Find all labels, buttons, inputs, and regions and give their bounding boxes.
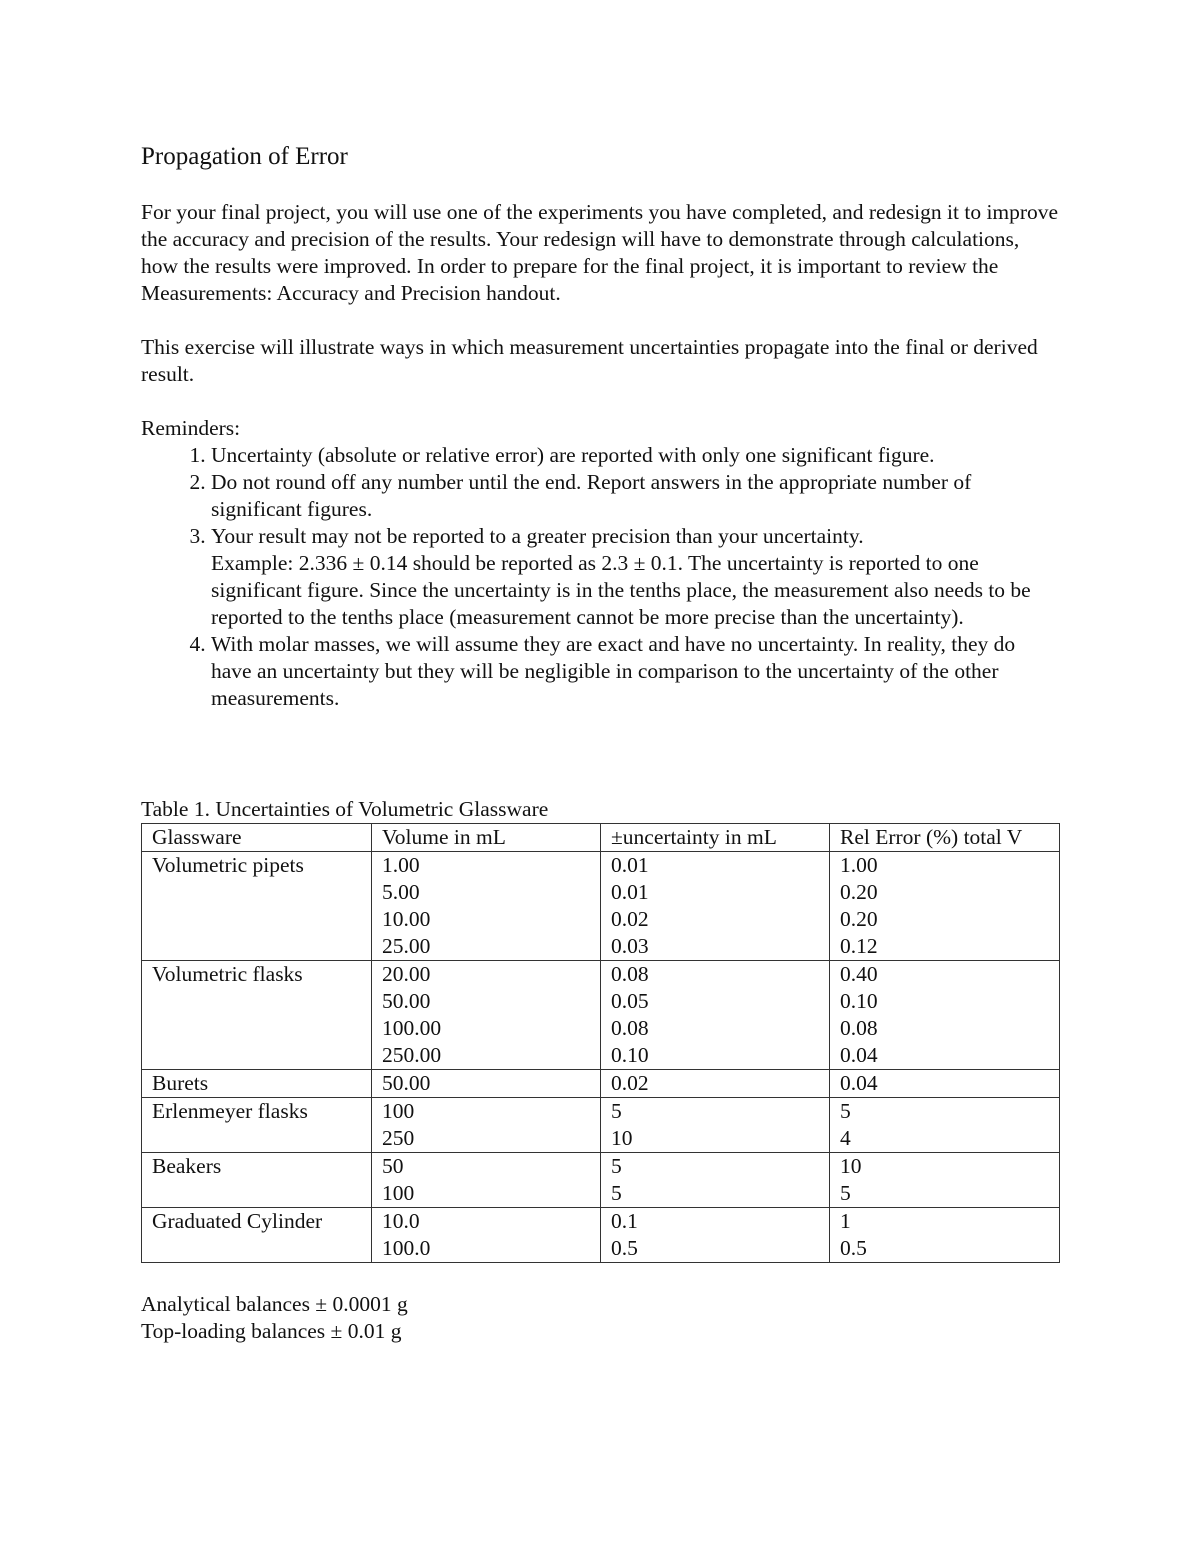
table-group-beakers bbox=[142, 1153, 1060, 1208]
value: 0.5 bbox=[840, 1236, 867, 1260]
value: 0.01 bbox=[611, 880, 649, 904]
rel-error-cell bbox=[830, 1098, 1060, 1153]
value: 1 bbox=[840, 1209, 851, 1233]
value: 50.00 bbox=[382, 989, 431, 1013]
value: 250 bbox=[382, 1126, 415, 1150]
table-row bbox=[142, 1153, 1060, 1208]
value: 10 bbox=[840, 1154, 862, 1178]
table-caption: Table 1. Uncertainties of Volumetric Glassware bbox=[141, 797, 549, 821]
value: 0.02 bbox=[611, 1071, 649, 1095]
value: 250.00 bbox=[382, 1043, 442, 1067]
value: 5.00 bbox=[382, 880, 420, 904]
reminder-item bbox=[211, 523, 1061, 631]
value: 0.03 bbox=[611, 934, 649, 958]
value: 10.0 bbox=[382, 1209, 420, 1233]
reminders-list bbox=[141, 442, 1061, 712]
value: 0.08 bbox=[611, 1016, 649, 1040]
value: 100 bbox=[382, 1181, 415, 1205]
value: 50.00 bbox=[382, 1071, 431, 1095]
reminder-text: Uncertainty (absolute or relative error) are reported with only one significant figure. bbox=[211, 443, 935, 467]
value: 5 bbox=[611, 1181, 622, 1205]
value: 5 bbox=[840, 1181, 851, 1205]
glassware-cell: Volumetric flasks bbox=[142, 961, 372, 1070]
value: 0.10 bbox=[611, 1043, 649, 1067]
value: 0.05 bbox=[611, 989, 649, 1013]
rel-error-cell bbox=[830, 852, 1060, 961]
table-row bbox=[142, 1070, 1060, 1098]
rel-error-cell bbox=[830, 961, 1060, 1070]
value: 0.10 bbox=[840, 989, 878, 1013]
glassware-cell: Burets bbox=[142, 1070, 372, 1098]
value: 10.00 bbox=[382, 907, 431, 931]
reminder-item bbox=[211, 469, 1061, 523]
reminder-text: With molar masses, we will assume they are exact and have no uncertainty. In reality, they do have an uncertainty but they will be negligible in comparison to the uncertainty of the other measurements. bbox=[211, 632, 1016, 710]
table-group-volumetric-pipets bbox=[142, 852, 1060, 961]
volume-cell bbox=[372, 852, 601, 961]
table-row bbox=[142, 852, 1060, 961]
value: 1.00 bbox=[840, 853, 878, 877]
glassware-cell: Graduated Cylinder bbox=[142, 1208, 372, 1263]
value: 0.1 bbox=[611, 1209, 638, 1233]
value: 0.01 bbox=[611, 853, 649, 877]
value: 0.02 bbox=[611, 907, 649, 931]
value: 50 bbox=[382, 1154, 404, 1178]
rel-error-cell bbox=[830, 1208, 1060, 1263]
reminder-example: Example: 2.336 ± 0.14 should be reported as 2.3 ± 0.1. The uncertainty is reported to one significant figure. Since the uncertainty is in the tenths place, the measurement also needs to be reported to the tenths place (measurement cannot be more precise than the uncertainty). bbox=[211, 551, 1031, 629]
reminders-heading: Reminders: bbox=[141, 416, 241, 440]
value: 4 bbox=[840, 1126, 851, 1150]
reminder-item bbox=[211, 442, 1061, 469]
table-group-burets bbox=[142, 1070, 1060, 1098]
header-glassware: Glassware bbox=[142, 824, 372, 852]
value: 0.08 bbox=[611, 962, 649, 986]
header-uncertainty: ±uncertainty in mL bbox=[601, 824, 830, 852]
glassware-uncertainty-table bbox=[141, 823, 1060, 1263]
glassware-cell: Erlenmeyer flasks bbox=[142, 1098, 372, 1153]
reminder-text: Do not round off any number until the end. Report answers in the appropriate number of significant figures. bbox=[211, 470, 972, 521]
table-row bbox=[142, 1098, 1060, 1153]
uncertainty-cell bbox=[601, 1098, 830, 1153]
rel-error-cell bbox=[830, 1153, 1060, 1208]
uncertainty-cell bbox=[601, 1208, 830, 1263]
volume-cell bbox=[372, 1070, 601, 1098]
header-rel-error: Rel Error (%) total V bbox=[830, 824, 1060, 852]
value: 5 bbox=[611, 1154, 622, 1178]
analytical-balance-note: Analytical balances ± 0.0001 g bbox=[141, 1292, 408, 1316]
value: 0.04 bbox=[840, 1043, 878, 1067]
header-volume: Volume in mL bbox=[372, 824, 601, 852]
value: 0.40 bbox=[840, 962, 878, 986]
value: 0.08 bbox=[840, 1016, 878, 1040]
table-row bbox=[142, 961, 1060, 1070]
rel-error-cell bbox=[830, 1070, 1060, 1098]
intro-paragraph: For your final project, you will use one of the experiments you have completed, and redesign it to improve the accuracy and precision of the results. Your redesign will have to demonstrate through calculations, how the results were improved. In order to prepare for the final project, it is important to review the Measurements: Accuracy and Precision handout. bbox=[141, 200, 1059, 305]
exercise-paragraph: This exercise will illustrate ways in which measurement uncertainties propagate into the final or derived result. bbox=[141, 335, 1038, 386]
table-row bbox=[142, 1208, 1060, 1263]
volume-cell bbox=[372, 1098, 601, 1153]
value: 10 bbox=[611, 1126, 633, 1150]
value: 25.00 bbox=[382, 934, 431, 958]
value: 100.0 bbox=[382, 1236, 431, 1260]
value: 5 bbox=[611, 1099, 622, 1123]
document-page bbox=[141, 140, 1061, 712]
table-header-row bbox=[142, 824, 1060, 852]
value: 5 bbox=[840, 1099, 851, 1123]
volume-cell bbox=[372, 1153, 601, 1208]
glassware-cell: Volumetric pipets bbox=[142, 852, 372, 961]
uncertainty-cell bbox=[601, 1153, 830, 1208]
volume-cell bbox=[372, 1208, 601, 1263]
uncertainty-cell bbox=[601, 961, 830, 1070]
glassware-cell: Beakers bbox=[142, 1153, 372, 1208]
reminder-item bbox=[211, 631, 1061, 712]
uncertainty-cell bbox=[601, 852, 830, 961]
value: 0.5 bbox=[611, 1236, 638, 1260]
top-loading-balance-note: Top-loading balances ± 0.01 g bbox=[141, 1319, 402, 1343]
reminder-text: Your result may not be reported to a greater precision than your uncertainty. bbox=[211, 524, 864, 548]
value: 100 bbox=[382, 1099, 415, 1123]
value: 0.20 bbox=[840, 907, 878, 931]
value: 0.04 bbox=[840, 1071, 878, 1095]
value: 20.00 bbox=[382, 962, 431, 986]
value: 0.20 bbox=[840, 880, 878, 904]
value: 1.00 bbox=[382, 853, 420, 877]
value: 100.00 bbox=[382, 1016, 442, 1040]
table-group-graduated-cylinder bbox=[142, 1208, 1060, 1263]
uncertainty-cell bbox=[601, 1070, 830, 1098]
volume-cell bbox=[372, 961, 601, 1070]
document-title: Propagation of Error bbox=[141, 143, 348, 170]
table-group-volumetric-flasks bbox=[142, 961, 1060, 1070]
table-group-erlenmeyer-flasks bbox=[142, 1098, 1060, 1153]
balance-uncertainties bbox=[141, 1291, 408, 1345]
value: 0.12 bbox=[840, 934, 878, 958]
